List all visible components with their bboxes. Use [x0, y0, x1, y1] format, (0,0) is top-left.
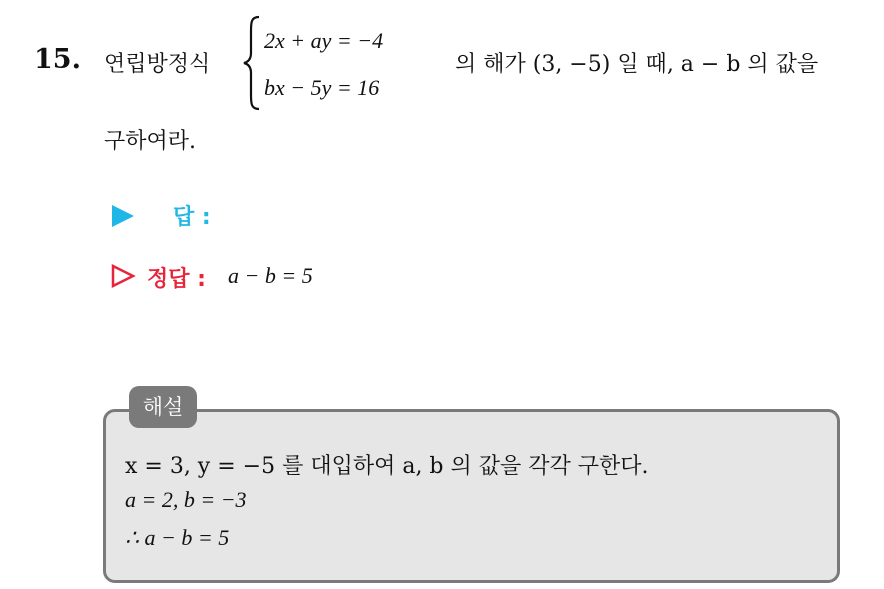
- answer-label: 답 :: [173, 205, 211, 230]
- question-number: 15.: [34, 44, 81, 75]
- left-brace-icon: [242, 15, 262, 111]
- question-instruction-text: 구하여라.: [104, 129, 197, 154]
- explanation-line-1: x = 3, y = −5 를 대입하여 a, b 의 값을 각각 구한다.: [125, 454, 649, 479]
- explanation-line-3: ∴ a − b = 5: [125, 525, 230, 550]
- equation-line-1: 2x + ay = −4: [264, 28, 384, 53]
- question-intro-text: 연립방정식: [104, 52, 211, 77]
- explanation-tab-label: 해설: [129, 386, 197, 428]
- play-arrow-icon: [110, 203, 136, 229]
- question-condition-text: 의 해가 (3, −5) 일 때, a − b 의 값을: [455, 52, 819, 77]
- outline-arrow-icon: [110, 263, 136, 289]
- correct-answer-label: 정답 :: [147, 267, 206, 292]
- correct-answer-value: a − b = 5: [228, 263, 313, 288]
- explanation-line-2: a = 2, b = −3: [125, 487, 247, 512]
- equation-line-2: bx − 5y = 16: [264, 75, 380, 100]
